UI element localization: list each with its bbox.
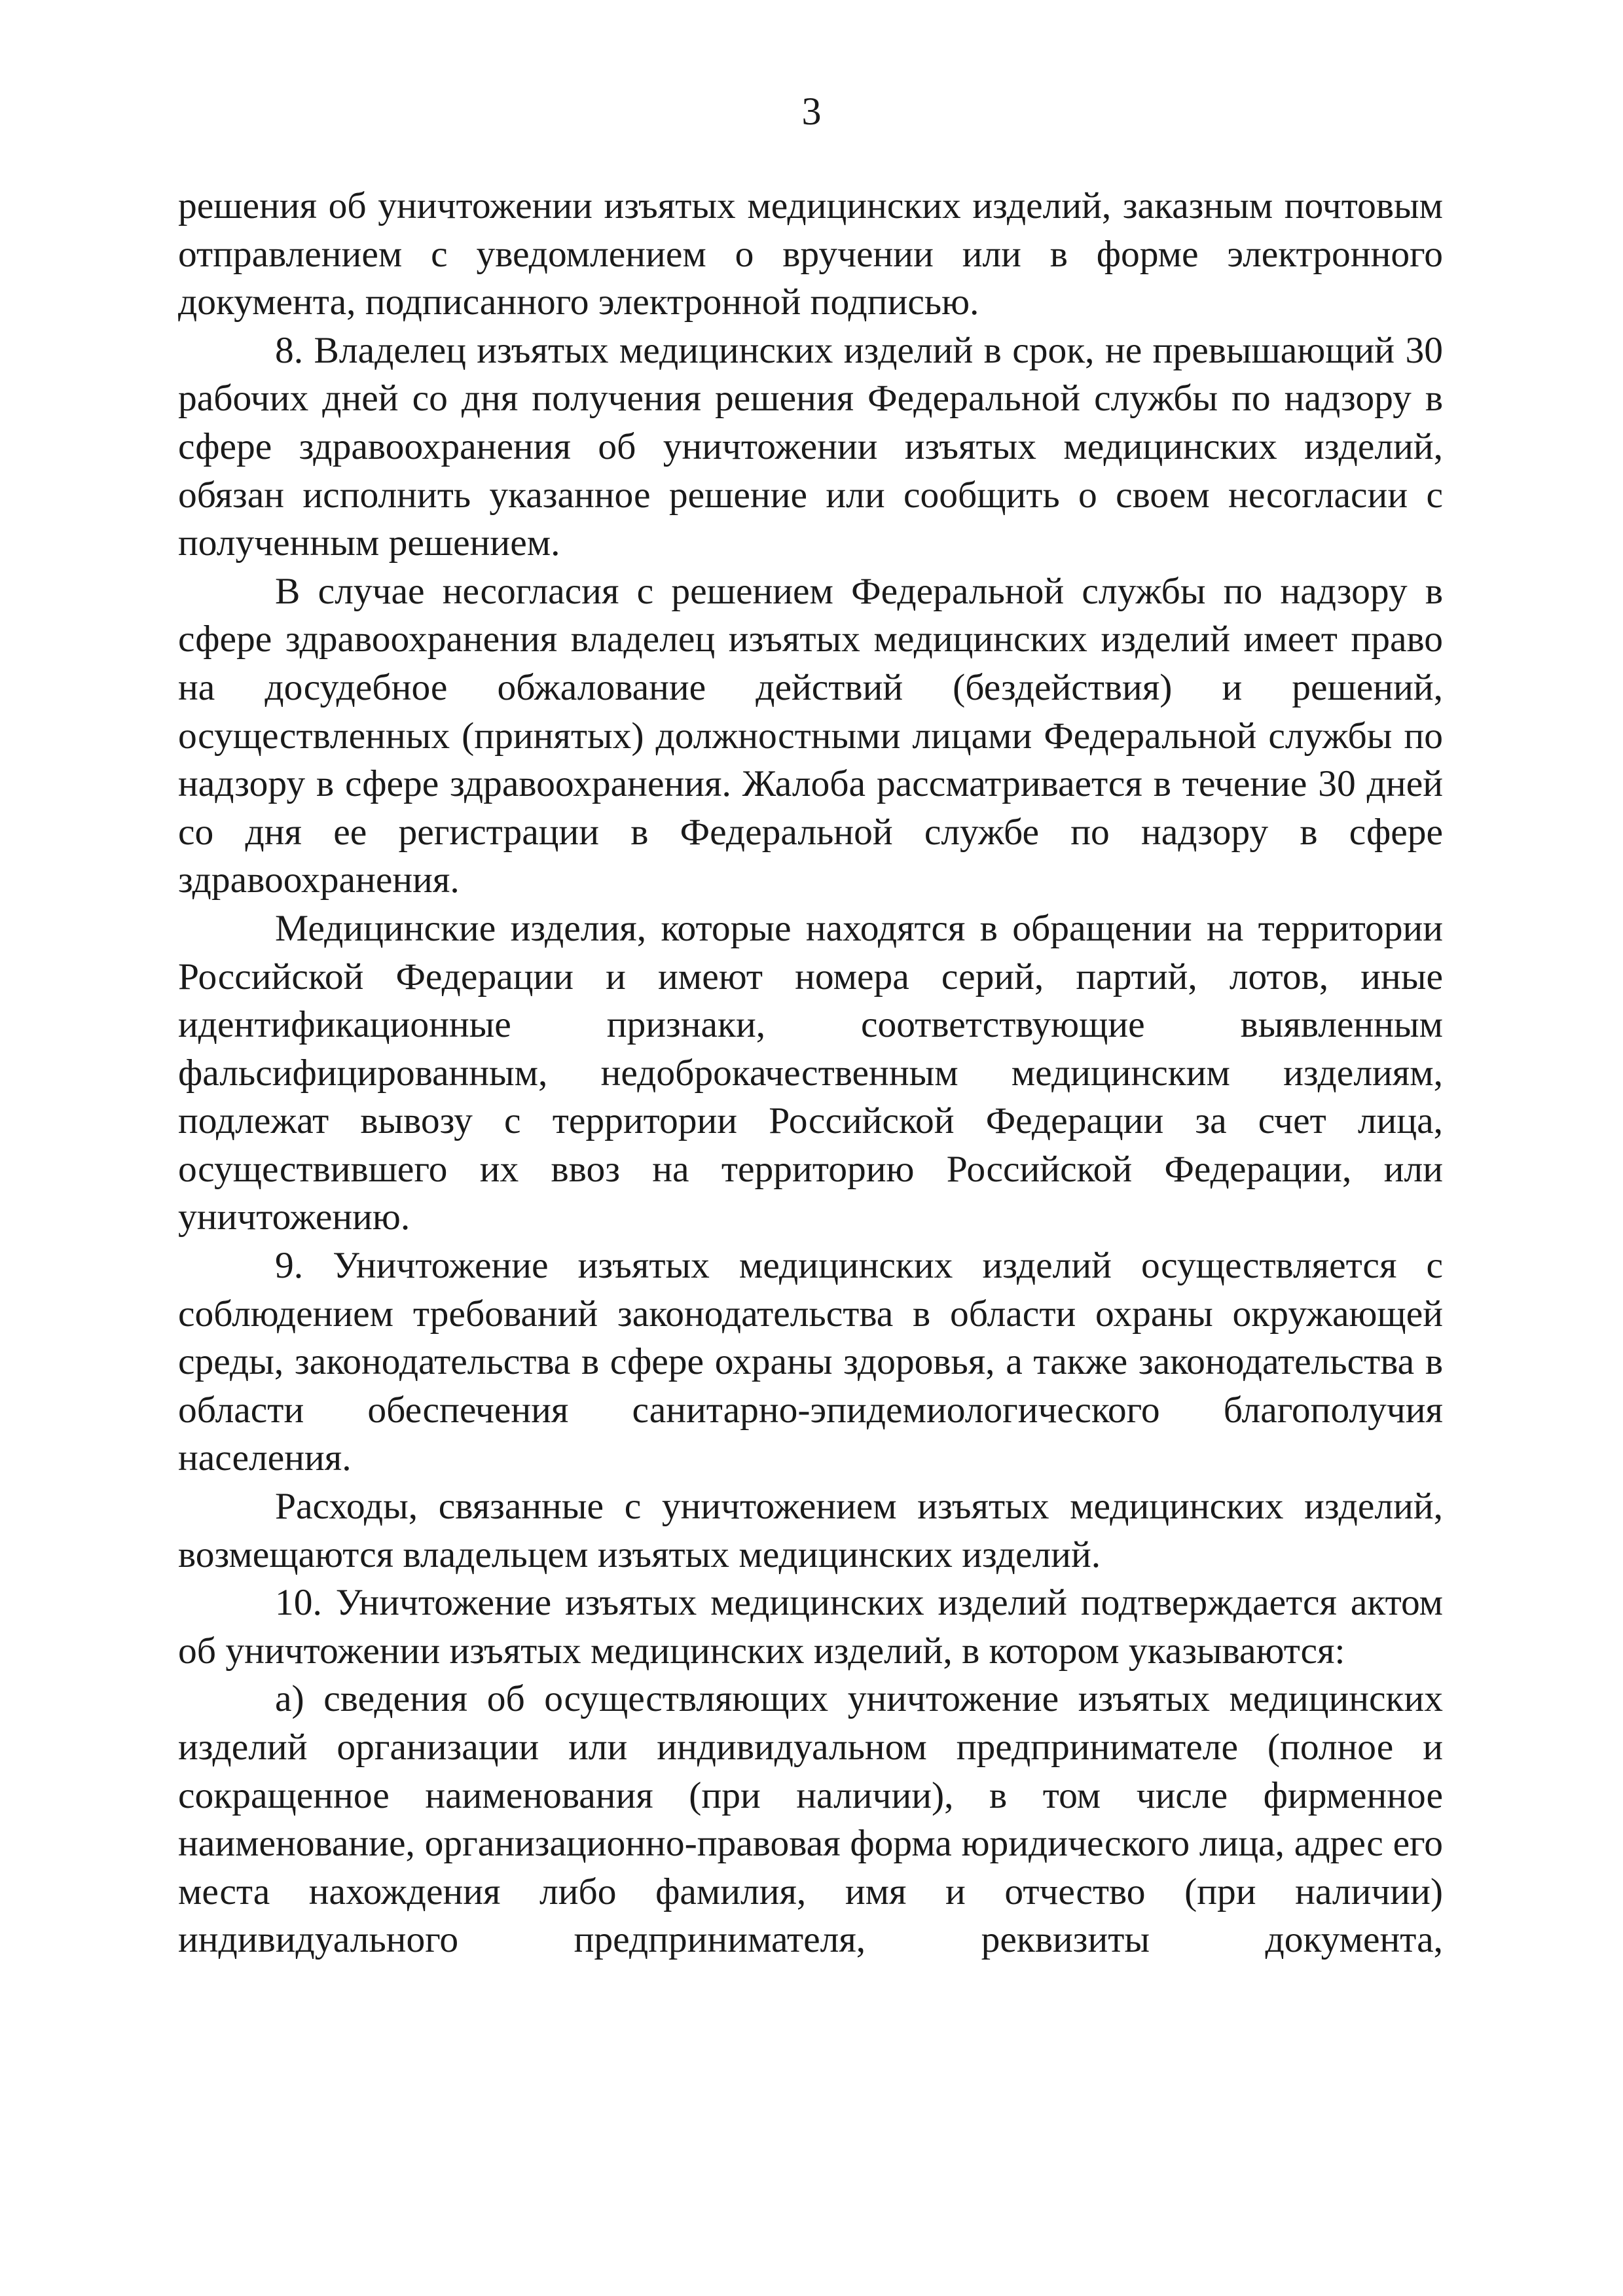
page-number: 3 <box>801 90 822 133</box>
paragraph-expenses: Расходы, связанные с уничтожением изъятых медицинских изделий, возмещаются владельцем изъятых медицинских изделий. <box>178 1486 1443 1575</box>
paragraph-item-10: 10. Уничтожение изъятых медицинских изделий подтверждается актом об уничтожении изъятых медицинских изделий, в котором указываются: <box>178 1582 1443 1672</box>
paragraph-item-10a: а) сведения об осуществляющих уничтожение изъятых медицинских изделий организации или индивидуальном предпринимателе (полное и сокращенное наименования (при наличии), в том числе фирменное наименование, организационно-правовая форма юридического лица, адрес его места нахождения либо фамилия, имя и отчество (при наличии) индивидуального предпринимателя, реквизиты документа, <box>178 1678 1443 1961</box>
paragraph-export-or-destruction: Медицинские изделия, которые находятся в обращении на территории Российской Федерации и имеют номера серий, партий, лотов, иные идентификационные признаки, соответствующие выявленным фальсифицированным, недоброкачественным медицинским изделиям, подлежат вывозу с территории Российской Федерации за счет лица, осуществившего их ввоз на территорию Российской Федерации, или уничтожению. <box>178 907 1443 1238</box>
paragraph-continuation: решения об уничтожении изъятых медицинских изделий, заказным почтовым отправлением с уведомлением о вручении или в форме электронного документа, подписанного электронной подписью. <box>178 185 1443 323</box>
paragraph-item-9: 9. Уничтожение изъятых медицинских изделий осуществляется с соблюдением требований законодательства в области охраны окружающей среды, законодательства в сфере охраны здоровья, а также законодательства в области обеспечения санитарно-эпидемиологического благополучия населения. <box>178 1245 1443 1479</box>
paragraph-item-8: 8. Владелец изъятых медицинских изделий в срок, не превышающий 30 рабочих дней со дня получения решения Федеральной службы по надзору в сфере здравоохранения об уничтожении изъятых медицинских изделий, обязан исполнить указанное решение или сообщить о своем несогласии с полученным решением. <box>178 329 1443 564</box>
document-body <box>178 182 1443 1964</box>
paragraph-disagreement: В случае несогласия с решением Федеральной службы по надзору в сфере здравоохранения владелец изъятых медицинских изделий имеет право на досудебное обжалование действий (бездействия) и решений, осуществленных (принятых) должностными лицами Федеральной службы по надзору в сфере здравоохранения. Жалоба рассматривается в течение 30 дней со дня ее регистрации в Федеральной службе по надзору в сфере здравоохранения. <box>178 570 1443 901</box>
